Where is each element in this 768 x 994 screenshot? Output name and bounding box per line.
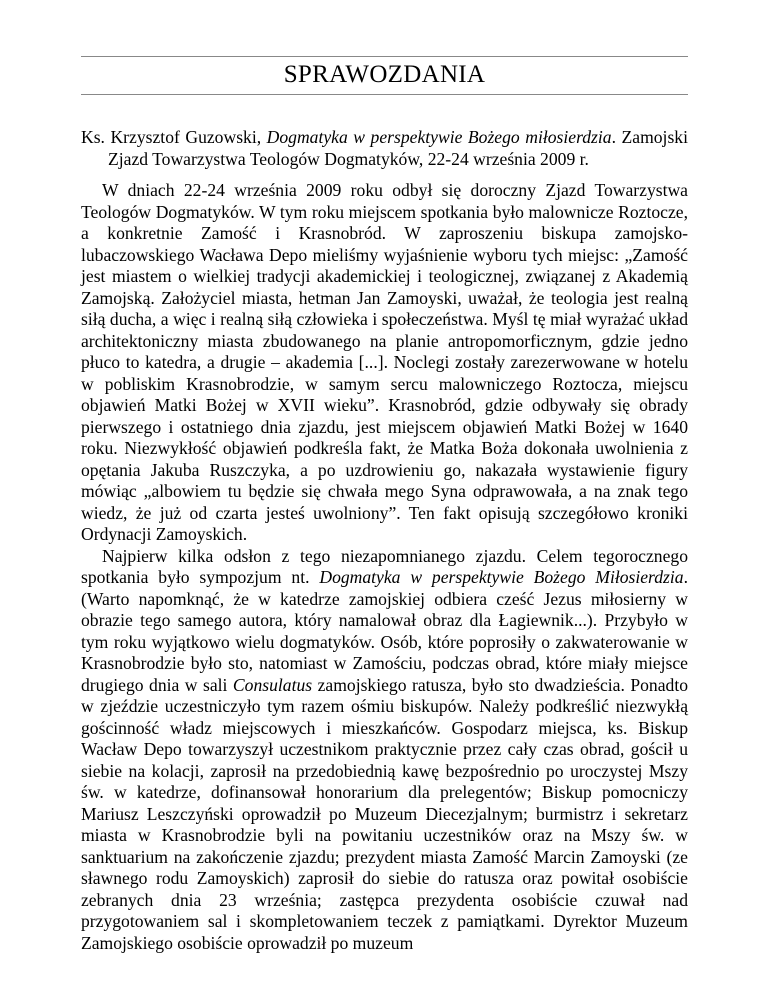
paragraph-2 bbox=[81, 546, 688, 955]
symposium-title: Dogmatyka w perspektywie Bożego Miłosierdzia bbox=[319, 567, 684, 587]
header-rule-bottom bbox=[81, 94, 688, 95]
paragraph-2-part-3: zamojskiego ratusza, było sto dwadzieścia. Ponadto w zjeździe uczestniczyło tym razem ośmiu biskupów. Należy podkreślić niezwykłą gościnność władz miejscowych i mieszkańców. Gospodarz miejsca, ks. Biskup Wacław Depo towarzyszył uczestnikom praktycznie przez cały czas obrad, gościł u siebie na kolacji, zaprosił na przedobiednią kawę bezpośrednio po uroczystej Mszy św. w katedrze, dofinansował honorarium dla prelegentów; Biskup pomocniczy Mariusz Leszczyński oprowadził po Muzeum Diecezjalnym; burmistrz i sekretarz miasta w Krasnobrodzie byli na powitaniu uczestników oraz na Mszy św. w sanktuarium na zakończenie zjazdu; prezydent miasta Zamość Marcin Zamoyski (ze sławnego rodu Zamoyskich) zaprosił do siebie do ratusza oraz powitał osobiście zebranych dnia 23 września; zastępca prezydenta osobiście czuwał nad przygotowaniem sal i skompletowaniem teczek z pamiątkami. Dyrektor Muzeum Zamojskiego osobiście oprowadził po muzeum bbox=[81, 674, 688, 953]
header-rule-top bbox=[81, 56, 688, 57]
citation-book-title: Dogmatyka w perspektywie Bożego miłosierdzia bbox=[266, 127, 612, 147]
citation-details: . Zamojski Zjazd Towarzystwa Teologów Dogmatyków, 22-24 września 2009 r. bbox=[108, 127, 688, 169]
body-text bbox=[81, 180, 688, 954]
citation-entry bbox=[81, 127, 688, 170]
hall-name: Consulatus bbox=[232, 674, 313, 695]
paragraph-2-part-1: Najpierw kilka odsłon z tego niezapomnianego zjazdu. Celem tegorocznego spotkania było sympozjum nt. bbox=[81, 545, 688, 587]
paragraph-1: W dniach 22-24 września 2009 roku odbył się doroczny Zjazd Towarzystwa Teologów Dogmatyków. W tym roku miejscem spotkania było malownicze Roztocze, a konkretnie Zamość i Krasnobród. W zaproszeniu biskupa zamojsko-lubaczowskiego Wacława Depo mieliśmy wyjaśnienie wyboru tych miejsc: „Zamość jest miastem o wielkiej tradycji akademickiej i teologicznej, związanej z Akademią Zamojską. Założyciel miasta, hetman Jan Zamoyski, uważał, że teologia jest realną siłą ducha, a więc i realną siłą człowieka i społeczeństwa. Myśl tę miał wyrażać układ architektoniczny miasta zbudowanego na planie antropomorficznym, gdzie jedno płuco to katedra, a drugie – akademia [...]. Noclegi zostały zarezerwowane w hotelu w pobliskim Krasnobrodzie, w samym sercu malowniczego Roztocza, miejscu objawień Matki Bożej w XVII wieku”. Krasnobród, gdzie odbywały się obrady pierwszego i ostatniego dnia zjazdu, jest miejscem objawień Matki Bożej w 1640 roku. Niezwykłość objawień podkreśla fakt, że Matka Boża dokonała uwolnienia z opętania Jakuba Ruszczyka, a po uzdrowieniu go, nakazała wystawienie figury mówiąc „albowiem tu będzie się chwała mego Syna odprawowała, a na znak tego wiedz, że już od czarta jesteś uwolniony”. Ten fakt opisują szczegółowo kroniki Ordynacji Zamoyskich. bbox=[81, 180, 688, 544]
citation-author: Ks. Krzysztof Guzowski, bbox=[81, 127, 262, 147]
section-title: SPRAWOZDANIA bbox=[283, 61, 486, 88]
paragraph-2-part-2: . (Warto napomknąć, że w katedrze zamojskiej odbiera cześć Jezus miłosierny w obrazie tego samego autora, który namalował obraz dla Łagiewnik...). Przybyło w tym roku wyjątkowo wielu dogmatyków. Osób, które poprosiły o zakwaterowanie w Krasnobrodzie było sto, natomiast w Zamościu, podczas obrad, które miały miejsce drugiego dnia w sali bbox=[81, 567, 688, 695]
